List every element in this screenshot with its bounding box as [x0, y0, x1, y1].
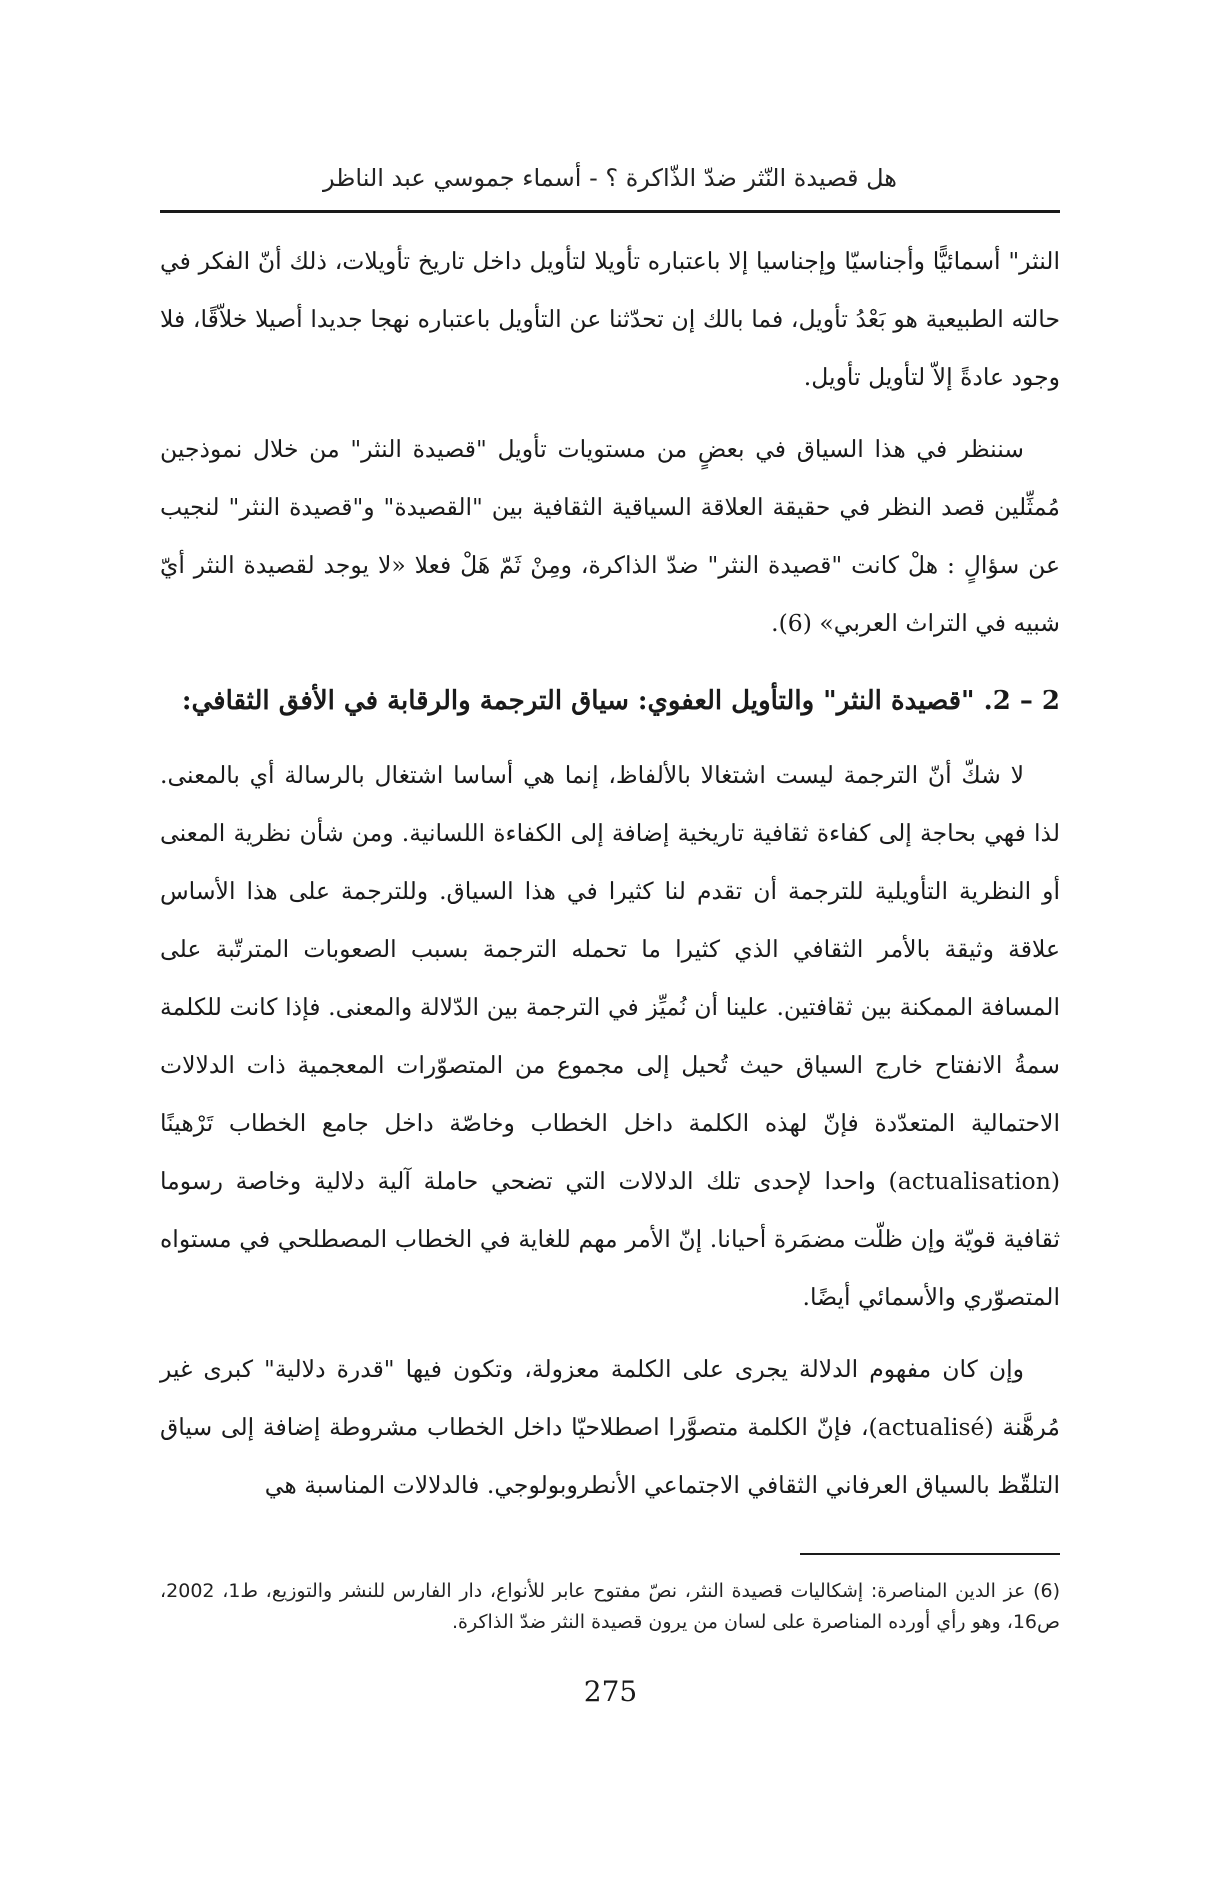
footnote: (6) عز الدين المناصرة: إشكاليات قصيدة النثر، نصّ مفتوح عابر للأنواع، دار الفارس للنشر والتوزيع، ط1، 2002، ص16، وهو رأي أورده المناصرة على لسان من يرون قصيدة النثر ضدّ الذاكرة.	[160, 1580, 1061, 1633]
running-header: هل قصيدة النّثر ضدّ الذّاكرة ؟ - أسماء جموسي عبد الناظر	[323, 164, 897, 192]
section-heading: 2 – 2. "قصيدة النثر" والتأويل العفوي: سياق الترجمة والرقابة في الأفق الثقافي:	[181, 686, 1060, 716]
footnote-divider	[800, 1553, 1060, 1555]
paragraph-1: النثر" أسمائيًّا وأجناسيّا وإجناسيا إلا باعتباره تأويلا لتأويل داخل تاريخ تأويلات، ذلك أنّ الفكر في حالته الطبيعية هو بَعْدُ تأويل، فما بالك إن تحدّثنا عن التأويل باعتباره نهجا جديدا أصيلا خلاّقًا، فلا وجود عادةً إلاّ لتأويل تأويل.	[160, 247, 1060, 391]
page-number: 275	[583, 1675, 638, 1708]
paragraph-4: وإن كان مفهوم الدلالة يجرى على الكلمة معزولة، وتكون فيها "قدرة دلالية" كبرى غير مُرهَّنة (actualisé)، فإنّ الكلمة متصوَّرا اصطلاحيّا داخل الخطاب مشروطة إضافة إلى سياق التلقّظ بالسياق العرفاني الثقافي الاجتماعي الأنطروبولوجي. فالدلالات المناسبة هي	[160, 1355, 1060, 1499]
paragraph-2: سننظر في هذا السياق في بعضٍ من مستويات تأويل "قصيدة النثر" من خلال نموذجين مُمثِّلين قصد النظر في حقيقة العلاقة السياقية الثقافية بين "القصيدة" و"قصيدة النثر" لنجيب عن سؤالٍ : هلْ كانت "قصيدة النثر" ضدّ الذاكرة، ومِنْ ثَمّ هَلْ فعلا «لا يوجد لقصيدة النثر أيّ شبيه في التراث العربي» (6).	[160, 435, 1060, 637]
header-divider	[160, 210, 1060, 213]
paragraph-3: لا شكّ أنّ الترجمة ليست اشتغالا بالألفاظ، إنما هي أساسا اشتغال بالرسالة أي بالمعنى. لذا فهي بحاجة إلى كفاءة ثقافية تاريخية إضافة إلى الكفاءة اللسانية. ومن شأن نظرية المعنى أو النظرية التأويلية للترجمة أن تقدم لنا كثيرا في هذا السياق. وللترجمة على هذا الأساس علاقة وثيقة بالأمر الثقافي الذي كثيرا ما تحمله الترجمة بسبب الصعوبات المترتّبة على المسافة الممكنة بين ثقافتين. علينا أن نُميِّز في الترجمة بين الدّلالة والمعنى. فإذا كانت للكلمة سمةُ الانفتاح خارج السياق حيث تُحيل إلى مجموع من المتصوّرات المعجمية ذات الدلالات الاحتمالية المتعدّدة فإنّ لهذه الكلمة داخل الخطاب وخاصّة داخل جامع الخطاب تَرْهينًا (actualisation) واحدا لإحدى تلك الدلالات التي تضحي حاملة آلية دلالية وخاصة رسوما ثقافية قويّة وإن ظلّت مضمَرة أحيانا. إنّ الأمر مهم للغاية في الخطاب المصطلحي في مستواه المتصوّري والأسمائي أيضًا.	[160, 761, 1060, 1311]
body-text	[160, 232, 1060, 1514]
